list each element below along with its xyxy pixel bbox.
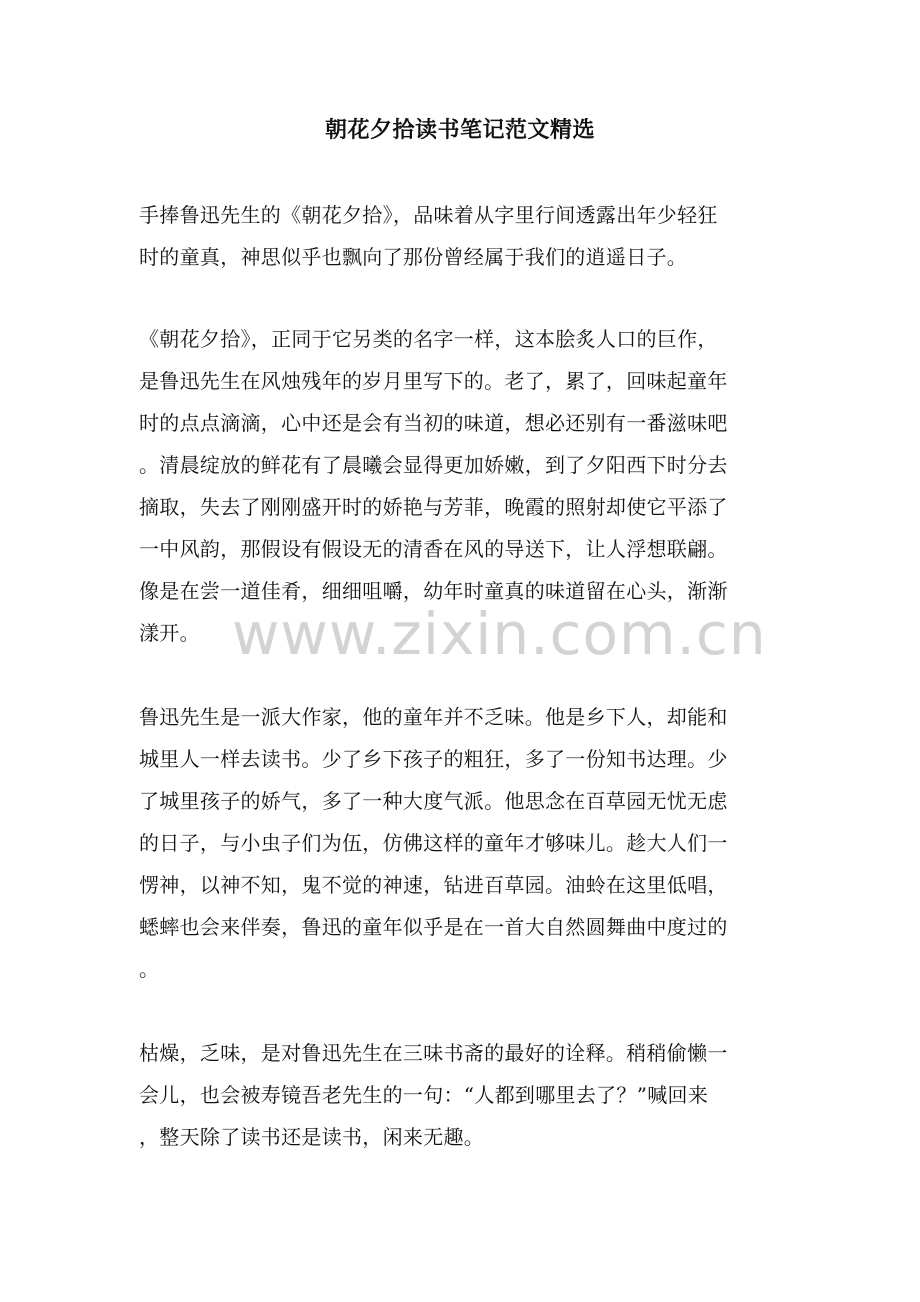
paragraph-line: 枯燥，乏味，是对鲁迅先生在三味书斋的最好的诠释。稍稍偷懒一 xyxy=(139,1041,728,1065)
paragraph-line: 漾开。 xyxy=(139,621,200,645)
paragraph-line: 的日子，与小虫子们为伍，仿佛这样的童年才够味儿。趁大人们一 xyxy=(139,831,728,855)
watermark: www.zixin.com.cn xyxy=(232,600,767,668)
paragraph-line: 会儿，也会被寿镜吾老先生的一句：“人都到哪里去了？”喊回来 xyxy=(139,1083,709,1107)
paragraph-line: 。 xyxy=(139,957,160,981)
paragraph-line: 像是在尝一道佳肴，细细咀嚼，幼年时童真的味道留在心头，渐渐 xyxy=(139,579,728,603)
paragraph-line: 了城里孩子的娇气，多了一种大度气派。他思念在百草园无忧无虑 xyxy=(139,789,728,813)
paragraph-line: 鲁迅先生是一派大作家，他的童年并不乏味。他是乡下人，却能和 xyxy=(139,705,728,729)
paragraph-line: 手捧鲁迅先生的《朝花夕拾》，品味着从字里行间透露出年少轻狂 xyxy=(139,203,718,227)
paragraph-line: 时的点点滴滴，心中还是会有当初的味道，想必还别有一番滋味吧 xyxy=(139,411,728,435)
paragraph-line: 。清晨绽放的鲜花有了晨曦会显得更加娇嫩，到了夕阳西下时分去 xyxy=(139,453,728,477)
document-title: 朝花夕拾读书笔记范文精选 xyxy=(324,117,595,143)
paragraph-line: 时的童真，神思似乎也飘向了那份曾经属于我们的逍遥日子。 xyxy=(139,245,688,269)
paragraph-line: 愣神，以神不知，鬼不觉的神速，钻进百草园。油蛉在这里低唱， xyxy=(139,873,728,897)
paragraph-line: 一中风韵，那假设有假设无的清香在风的导送下，让人浮想联翩。 xyxy=(139,537,728,561)
paragraph-line: 城里人一样去读书。少了乡下孩子的粗狂，多了一份知书达理。少 xyxy=(139,747,728,771)
paragraph-line: 摘取，失去了刚刚盛开时的娇艳与芳菲，晚霞的照射却使它平添了 xyxy=(139,495,728,519)
paragraph-line: ，整天除了读书还是读书，闲来无趣。 xyxy=(139,1125,485,1149)
paragraph-line: 《朝花夕拾》，正同于它另类的名字一样，这本脍炙人口的巨作， xyxy=(139,327,718,351)
paragraph-line: 是鲁迅先生在风烛残年的岁月里写下的。老了，累了，回味起童年 xyxy=(139,369,728,393)
paragraph-line: 蟋蟀也会来伴奏，鲁迅的童年似乎是在一首大自然圆舞曲中度过的 xyxy=(139,915,728,939)
